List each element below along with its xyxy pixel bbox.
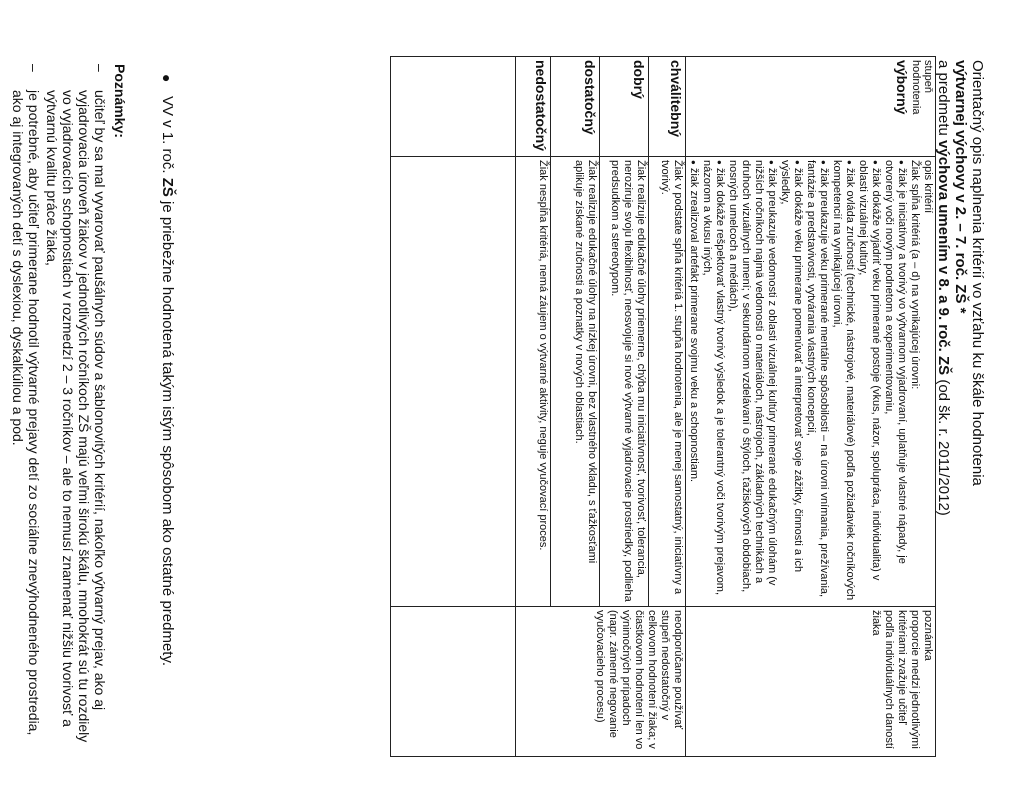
level-label: dobrý (631, 60, 647, 99)
criteria-table (390, 56, 936, 757)
note-cell: neodporúčame používať stupeň nedostatočný v celkovom hodnotení žiaka; v čiastkovom hodnotení len vo výnimočných prípadoch (napr. zámerné negovanie vyučovacieho procesu) (516, 607, 686, 757)
table-row (649, 57, 686, 757)
criteria-cell: Žiak realizuje edukačné úlohy priemerne, chýba mu iniciatívnosť, tvorivosť, tolerancia, neroziruje svoju flexibilnosť, neosvojuje si nové výtvarné vyjadrovacie prostriedky, podlieha predsudkom a stereotypom. (600, 157, 649, 607)
level-label: výborný (894, 60, 910, 115)
list-item: ● žiak je iniciatívny a tvorivý vo výtvarnom vyjadrovaní, uplatňuje vlastné nápady, je otvorený voči novým podnetom a experimentovaniu, (882, 160, 908, 603)
criteria-cell: Žiak nespĺňa kritériá, nemá záujem o výtvarné aktivity, neguje vyučovací proces. (516, 157, 551, 607)
bullet-icon: ● (159, 74, 175, 83)
heading-line-1: Orientačný opis naplnenia kritérií vo vzťahu ku škále hodnotenia (969, 60, 986, 486)
list-item: – učiteľ by sa mal vyvarovať paušálnych súdov a šablonovitých kritérií, nakoľko výtvarný prejav, ako aj vyjadrovacia úroveň žiakov v jednotlivých ročníkoch ZŠ majú veľmi širokú škálu, mnohokrát sú tu rozdiely vo vyjadrovacích schopnostiach v rozmedzí 2 – 3 ročníkov – ale to nemusí znamenať nižšiu tvorivosť a výtvarnú kvalitu práce žiaka, (44, 64, 108, 743)
level-label: dostatočný (582, 60, 598, 135)
list-item: ● žiak dokáže vyjadriť veku primerané postoje (vkus, názor, spolupráca, individualita) v oblasti vizuálnej kultúry, (856, 160, 882, 603)
note-cell: poznámka proporcie medzi jednotlivými kritériami zvažuje učiteľ podľa individuálnych daností žiaka (686, 607, 936, 757)
dash-icon: – (26, 64, 42, 72)
list-item: ● žiak zrealizoval artefakt primerane svojmu veku a schopnostiam. (687, 160, 700, 603)
column-header: poznámka (922, 610, 934, 661)
level-cell (551, 57, 600, 157)
criteria-cell: Žiak realizuje edukačné úlohy na nízkej úrovni, bez vlastného vkladu, s ťažkosťami aplikuje získané zručnosti a poznatky v nových oblastiach. (551, 157, 600, 607)
notes-title: Poznámky: (112, 64, 128, 138)
dash-icon: – (92, 64, 108, 72)
list-item: ● žiak preukazuje vedomosti z oblasti vizuálnej kultúry primerané edukačným úlohám (v nižších ročníkoch najmä vedomosti o materiáloch, nástrojoch, základných technikách a druhoch vizuálnych umení; v sekundárnom vzdelávaní o štýloch, ťažiskových obdobiach, nosných umelcoch a médiách), (726, 160, 778, 603)
list-item: – je potrebné, aby učiteľ primerane hodnotil výtvarné prejavy detí zo sociálne znevýhodneného prostredia, ako aj integrovaných detí s dyslexiou, dyskalkúliou a pod. (10, 64, 42, 736)
level-cell (649, 57, 686, 157)
empty-table-row (391, 57, 516, 757)
level-cell (516, 57, 551, 157)
heading-line-2: výtvarnej výchovy v 2. – 7. roč. ZŠ * (952, 60, 969, 314)
notes-section (8, 64, 128, 754)
column-header: opis kritérií (922, 160, 934, 214)
level-label: chválitebný (668, 60, 684, 138)
criteria-cell: Žiak v podstate spĺňa kritériá 1. stupňa hodnotenia, ale je menej samostatný, iniciatívny a tvorivý. (649, 157, 686, 607)
criteria-cell: opis kritérií Žiak spĺňa kritériá (a – d) na vynikajúcej úrovni: ● žiak je iniciatívny a tvorivý vo výtvarnom vyjadrovaní, uplatňuje vlastné nápady, je otvorený voči novým podnetom a experimentovaniu, ● žiak dokáže vyjadriť veku primerané postoje (vkus, názor, spolupráca, individualita) v oblasti vizuálnej kultúry, ● žiak ovláda zručnosti (technické, nástrojové, materiálové) podľa požiadaviek ročníkových kompetencií na vynikajúcej úrovni, ● žiak preukazuje veku primerané mentálne spôsobilosti – na úrovni vnímania, prežívania, fantázie a predstavivosti, vytvárania vlastných koncepcií, ● žiak dokáže veku primerane pomenúvať a interpretovať svoje zážitky, činnosti a ich výsledky, ● žiak preukazuje vedomosti z oblasti vizuálnej kultúry primerané edukačným úlohám (v nižších ročníkoch najmä vedomosti o materiáloch, nástrojoch, základných technikách a druhoch vizuálnych umení; v sekundárnom vzdelávaní o štýloch, ťažiskových obdobiach, nosných umelcoch a médiách), ● žiak dokáže rešpektovať vlastný tvorivý výsledok a je tolerantný voči tvorivým prejavom, názorom a vkusu iných, ● žiak zrealizoval artefakt primerane svojmu veku a schopnostiam. (686, 157, 936, 607)
level-cell (600, 57, 649, 157)
list-item: ● žiak preukazuje veku primerané mentálne spôsobilosti – na úrovni vnímania, prežívania, fantázie a predstavivosti, vytvárania vlastných koncepcií, (804, 160, 830, 603)
list-item: ● žiak dokáže veku primerane pomenúvať a interpretovať svoje zážitky, činnosti a ich výsledky, (778, 160, 804, 603)
document-heading (935, 60, 986, 720)
table-row (686, 57, 936, 757)
level-cell: stupeň hodnotenia výborný (686, 57, 936, 157)
heading-line-3: a predmetu výchova umením v 8. a 9. roč. ZŠ (od šk. r. 2011/2012) (935, 60, 952, 516)
first-grade-note: ● VV v 1. roč. ZŠ je priebežne hodnotená takým istým spôsobom ako ostatné predmety. (159, 74, 176, 667)
list-item: ● žiak dokáže rešpektovať vlastný tvorivý výsledok a je tolerantný voči tvorivým prejavom, názorom a vkusu iných, (700, 160, 726, 603)
level-label: nedostatočný (533, 60, 549, 152)
list-item: ● žiak ovláda zručnosti (technické, nástrojové, materiálové) podľa požiadaviek ročníkových kompetencií na vynikajúcej úrovni, (830, 160, 856, 603)
